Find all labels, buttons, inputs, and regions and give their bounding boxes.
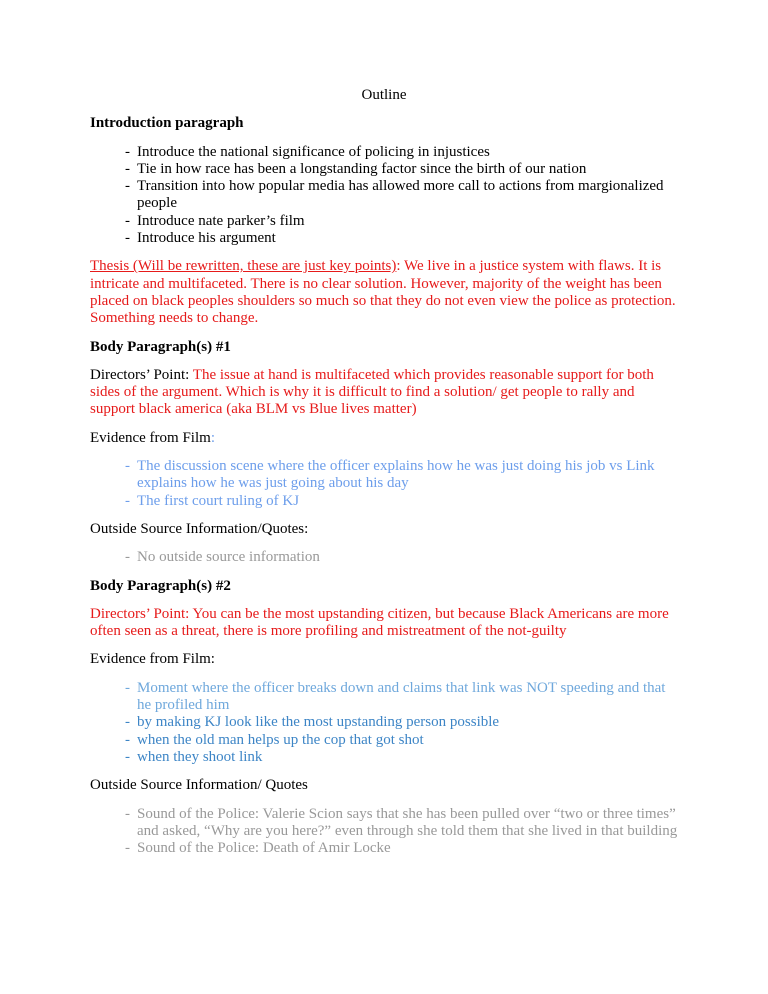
thesis-label: Thesis (Will be rewritten, these are just key points): [90, 258, 397, 275]
body1-evidence-list: [90, 458, 678, 510]
list-item: - Introduce his argument: [90, 230, 678, 247]
body2-heading: Body Paragraph(s) #2: [90, 577, 231, 594]
list-item: - when they shoot link: [90, 749, 678, 766]
evidence-label-colon: :: [210, 429, 215, 446]
list-item: - Sound of the Police: Death of Amir Locke: [90, 840, 678, 857]
directors-point-text: The issue at hand is multifaceted which provides reasonable support for both sides of the argument. Which is why it is difficult to find a solution/ get people to rally and support black america (aka BLM vs Blue lives matter): [90, 366, 654, 418]
body1-heading: Body Paragraph(s) #1: [90, 338, 231, 355]
list-item: - Introduce the national significance of policing in injustices: [90, 144, 678, 161]
evidence-label-text: Evidence from Film: [90, 429, 211, 446]
body2-evidence-label: Evidence from Film:: [90, 651, 215, 668]
body2-evidence-list: [90, 680, 678, 766]
body1-outside-list: [90, 549, 678, 566]
list-item: - The first court ruling of KJ: [90, 493, 678, 510]
list-item: - when the old man helps up the cop that got shot: [90, 732, 678, 749]
body1-outside-label: Outside Source Information/Quotes:: [90, 520, 309, 537]
list-item: - Moment where the officer breaks down and claims that link was NOT speeding and that he profiled him: [90, 680, 678, 715]
body2-outside-label: Outside Source Information/ Quotes: [90, 777, 308, 794]
list-item: - No outside source information: [90, 549, 678, 566]
intro-heading: Introduction paragraph: [90, 115, 244, 132]
thesis-text: : We live in a justice system with flaws. It is intricate and multifaceted. There is no clear solution. However, majority of the weight has been placed on black peoples shoulders so much so that they do not even view the police as protection. Something needs to change.: [90, 258, 676, 327]
doc-title: Outline: [361, 87, 407, 103]
list-item: - The discussion scene where the officer explains how he was just doing his job vs Link explains how he was just going about his day: [90, 458, 678, 493]
list-item: - Introduce nate parker’s film: [90, 213, 678, 230]
intro-list: [90, 144, 678, 248]
body1-evidence-label: [90, 430, 678, 447]
body2-outside-list: [90, 806, 678, 858]
directors-point-label: Directors’ Point:: [90, 366, 193, 383]
list-item: - by making KJ look like the most upstanding person possible: [90, 714, 678, 731]
list-item: - Transition into how popular media has allowed more call to actions from margionalized people: [90, 178, 678, 213]
list-item: - Sound of the Police: Valerie Scion says that she has been pulled over “two or three times” and asked, “Why are you here?” even through she told them that she lived in that building: [90, 806, 678, 841]
body1-directors-point: [90, 367, 678, 419]
body2-directors-point: Directors’ Point: You can be the most upstanding citizen, but because Black Americans are more often seen as a threat, there is more profiling and mistreatment of the not-guilty: [90, 605, 669, 640]
thesis-paragraph: [90, 258, 678, 327]
list-item: - Tie in how race has been a longstanding factor since the birth of our nation: [90, 161, 678, 178]
